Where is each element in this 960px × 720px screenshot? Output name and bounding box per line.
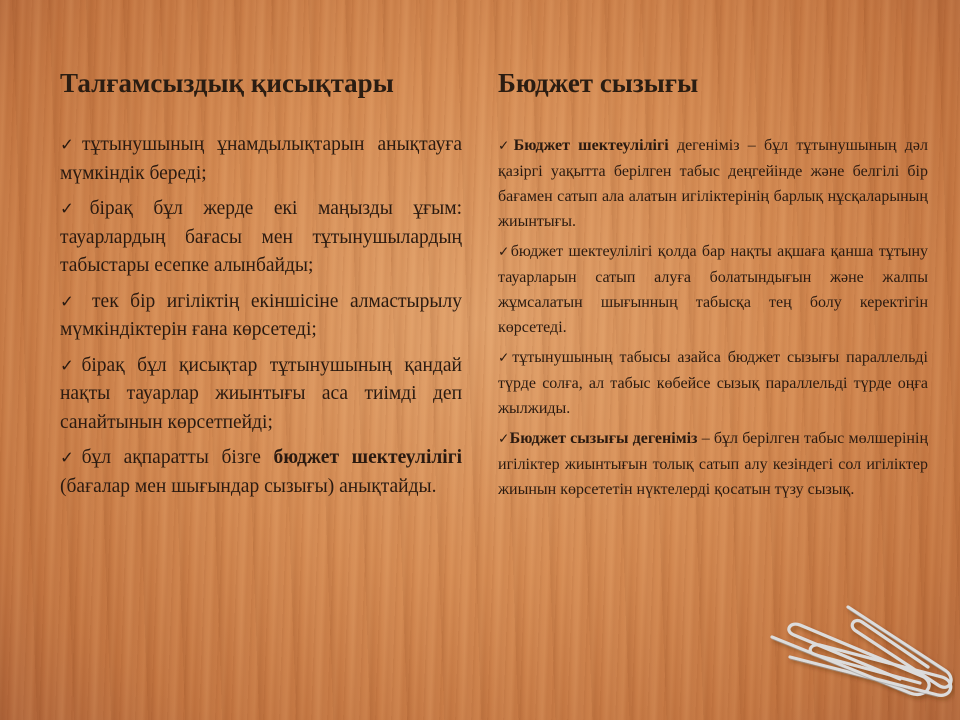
bullet-text: бірақ бұл жерде екі маңызды ұғым: тауарлардың бағасы мен тұтынушылардың табыстары есепке алынбайды; xyxy=(60,198,462,276)
bullet-text: тұтынушының табысы азайса бюджет сызығы параллельді түрде солға, ал табыс көбейсе сызық параллельді түрде оңға жылжиды. xyxy=(498,349,928,417)
bullet-text: (бағалар мен шығындар сызығы) анықтайды. xyxy=(60,475,437,497)
check-icon: ✓ xyxy=(60,135,83,154)
bullet-item xyxy=(60,195,462,281)
left-column xyxy=(60,65,462,508)
bullet-item xyxy=(498,426,928,502)
right-bullet-list xyxy=(498,133,928,502)
bullet-item xyxy=(60,444,462,501)
check-icon: ✓ xyxy=(60,355,82,375)
bullet-text: бірақ бұл қисықтар тұтынушының қандай нақты тауарлар жиынтығы аса тиімді деп санайтынын көрсетпейді; xyxy=(60,354,462,433)
check-icon: ✓ xyxy=(60,291,81,311)
check-icon: ✓ xyxy=(60,448,82,467)
bullet-item xyxy=(498,345,928,421)
check-icon: ✓ xyxy=(498,350,513,366)
bullet-text: бюджет шектеулілігі қолда бар нақты ақшаға қанша тұтыну тауарларын сатып алуға болатындығын және жалпы жұмсалатын шығынның табысқа тең болу керектігін көрсетеді. xyxy=(498,243,929,336)
bullet-item xyxy=(60,352,462,438)
left-heading: Талғамсыздық қисықтары xyxy=(60,68,394,98)
left-bullet-list xyxy=(60,131,462,501)
right-heading: Бюджет сызығы xyxy=(498,68,699,98)
bullet-item xyxy=(498,239,928,340)
bullet-bold-term: бюджет шектеулілігі xyxy=(273,447,462,468)
bullet-item xyxy=(498,133,928,234)
bullet-text: – бұл берілген табыс мөлшерінің игіліктер жиынтығын толық сатып алу кезіндегі сол игіліктер жиынын көрсететін нүктелерді қосатын түзу сызық. xyxy=(498,430,929,498)
bullet-bold-term: Бюджет сызығы дегеніміз xyxy=(509,430,698,447)
check-icon: ✓ xyxy=(498,138,514,154)
right-column xyxy=(498,65,928,507)
paperclip-icon xyxy=(760,585,955,705)
check-icon: ✓ xyxy=(498,431,510,447)
bullet-item xyxy=(60,131,462,188)
bullet-item xyxy=(60,288,462,345)
bullet-text: тұтынушының ұнамдылықтарын анықтауға мүмкіндік береді; xyxy=(60,134,462,184)
check-icon: ✓ xyxy=(498,244,511,260)
bullet-bold-term: Бюджет шектеулілігі xyxy=(513,137,669,154)
bullet-text: бұл ақпаратты бізге xyxy=(81,447,274,468)
check-icon: ✓ xyxy=(60,199,90,218)
bullet-text: тек бір игіліктің екіншісіне алмастырылу мүмкіндіктерін ғана көрсетеді; xyxy=(60,290,462,340)
bullet-text: дегеніміз – бұл тұтынушының дәл қазіргі уақытта берілген табыс деңгейінде және белгілі бір бағамен сатып ала алатын игіліктерінің барлық нұсқаларының жиынтығы. xyxy=(498,137,928,230)
